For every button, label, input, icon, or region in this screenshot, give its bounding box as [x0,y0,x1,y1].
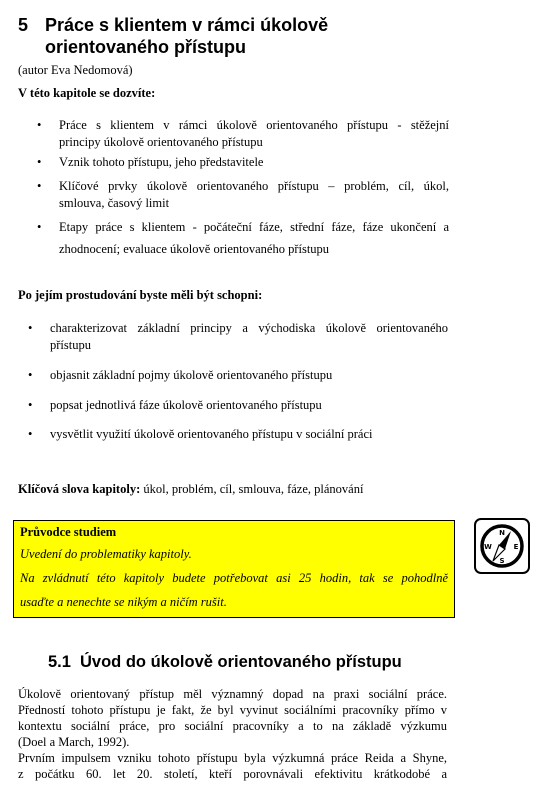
chapter-number: 5 [18,15,29,35]
paragraph-line: Úkolově orientovaný přístup měl významný dopad na praxi sociální práce. [18,687,447,701]
list-item: • Vznik tohoto přístupu, jeho představitele [37,155,264,169]
study-guide-line-2: Na zvládnutí této kapitoly budete potřebovat asi 25 hodin, tak se pohodlně [20,571,448,585]
svg-text:E: E [513,543,519,551]
bullet-icon: • [28,321,33,335]
chapter-title-line-2: orientovaného přístupu [45,37,247,57]
svg-text:W: W [484,543,492,551]
keywords-label: Klíčová slova kapitoly: [18,482,141,496]
paragraph-line: z počátku 60. let 20. století, kteří porovnávali efektivitu krátkodobé a [18,767,447,781]
svg-text:S: S [499,557,505,565]
list-item: • charakterizovat základní principy a východiska úkolově orientovaného přístupu [28,321,448,352]
chapter-title-line-1: Práce s klientem v rámci úkolově [45,15,329,35]
study-guide-title: Průvodce studiem [20,525,117,539]
chapter-title [45,14,515,58]
chapter-author: (autor Eva Nedomová) [18,63,133,77]
list-item: • Klíčové prvky úkolově orientovaného přístupu – problém, cíl, úkol, smlouva, časový limit [37,179,449,210]
study-guide-line-1: Uvedení do problematiky kapitoly. [20,547,192,561]
bullet-icon: • [37,220,42,234]
list-item: • Etapy práce s klientem - počáteční fáze, střední fáze, fáze ukončení a zhodnocení; evaluace úkolově orientovaného přístupu [59,216,449,260]
svg-text:N: N [499,529,505,537]
paragraph-line: kontextu sociální práce, pro sociální pracovníky a to na základě výzkumu [18,719,447,733]
list-item: • Práce s klientem v rámci úkolově orientovaného přístupu - stěžejní principy úkolově orientovaného přístupu [37,118,449,149]
paragraph-line: (Doel a March, 1992). [18,735,130,749]
bullet-icon: • [28,368,33,382]
keywords-line [18,482,363,497]
section-paragraph [18,686,447,782]
bullet-icon: • [37,118,42,132]
bullet-icon: • [28,398,33,412]
list-item: • objasnit základní pojmy úkolově orientovaného přístupu [28,368,333,382]
skills-heading: Po jejím prostudování byste měli být schopni: [18,288,263,302]
bullet-icon: • [28,427,33,441]
study-guide-box [13,520,455,618]
section-title: Úvod do úkolově orientovaného přístupu [80,653,402,671]
list-item: • popsat jednotlivá fáze úkolově orientovaného přístupu [28,398,322,412]
bullet-icon: • [37,179,42,193]
paragraph-line: Prvním impulsem vzniku tohoto přístupu byla výzkumná práce Reida a Shyne, [18,751,447,765]
compass-icon [474,518,530,574]
learn-heading: V této kapitole se dozvíte: [18,86,156,100]
keywords-value: úkol, problém, cíl, smlouva, fáze, plánování [143,482,364,496]
study-guide-line-3: usaďte a nenechte se nikým a ničím rušit. [20,595,227,609]
bullet-icon: • [37,155,42,169]
list-item: • vysvětlit využití úkolově orientovaného přístupu v sociální práci [28,427,373,441]
section-number: 5.1 [48,653,71,671]
paragraph-line: Předností tohoto přístupu je fakt, že byl vyvinut sociálními pracovníky přímo v [18,703,447,717]
